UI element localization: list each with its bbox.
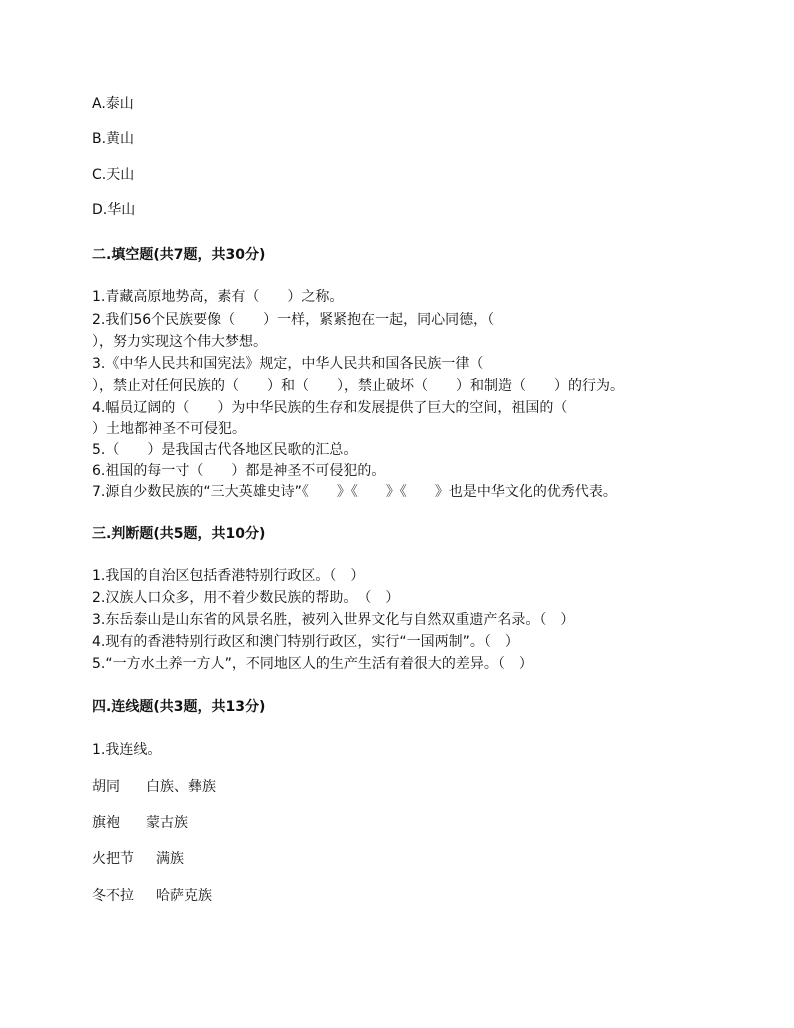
fill-blank-line: ），努力实现这个伟大梦想。: [92, 334, 267, 350]
true-false-line: 3.东岳泰山是山东省的风景名胜，被列入世界文化与自然双重遗产名录。（ ）: [92, 612, 575, 628]
true-false-line: 1.我国的自治区包括香港特别行政区。（ ）: [92, 568, 365, 584]
matching-left: 火把节: [92, 851, 134, 867]
fill-blank-line: 5.（ ）是我国古代各地区民歌的汇总。: [92, 442, 358, 458]
matching-left: 冬不拉: [92, 888, 134, 904]
fill-blank-line: ），禁止对任何民族的（ ）和（ ），禁止破坏（ ）和制造（ ）的行为。: [92, 378, 624, 394]
matching-right: 白族、彝族: [146, 779, 216, 795]
fill-blank-line: ）土地都神圣不可侵犯。: [92, 421, 246, 437]
fill-blank-line: 6.祖国的每一寸（ ）都是神圣不可侵犯的。: [92, 463, 386, 479]
fill-blank-line: 2.我们56个民族要像（ ）一样，紧紧抱在一起，同心同德，（: [92, 312, 495, 328]
matching-right: 满族: [156, 851, 184, 867]
matching-prompt: 1.我连线。: [92, 742, 162, 758]
true-false-line: 2.汉族人口众多，用不着少数民族的帮助。 （ ）: [92, 590, 400, 606]
matching-right: 蒙古族: [146, 815, 188, 831]
true-false-line: 4.现有的香港特别行政区和澳门特别行政区，实行“一国两制”。（ ）: [92, 634, 519, 650]
fill-blank-line: 3.《中华人民共和国宪法》规定，中华人民共和国各民族一律（: [92, 356, 484, 372]
option-d: D.华山: [92, 202, 136, 218]
matching-row: [92, 886, 212, 906]
true-false-line: 5.“一方水土养一方人”，不同地区人的生产生活有着很大的差异。（ ）: [92, 656, 533, 672]
section-title-true-false: 三.判断题(共5题，共10分): [92, 526, 266, 542]
section-title-matching: 四.连线题(共3题，共13分): [92, 699, 266, 715]
fill-blank-line: 7.源自少数民族的“三大英雄史诗”《 》《 》《 》也是中华文化的优秀代表。: [92, 484, 617, 500]
matching-row: [92, 849, 184, 869]
fill-blank-line: 4.幅员辽阔的（ ）为中华民族的生存和发展提供了巨大的空间，祖国的（: [92, 400, 568, 416]
matching-left: 旗袍: [92, 815, 120, 831]
matching-left: 胡同: [92, 779, 120, 795]
fill-blank-line: 1.青藏高原地势高，素有（ ）之称。: [92, 289, 344, 305]
option-c: C.天山: [92, 167, 135, 183]
matching-row: [92, 813, 188, 833]
option-a: A.泰山: [92, 96, 134, 112]
matching-row: [92, 777, 216, 797]
option-b: B.黄山: [92, 131, 135, 147]
matching-right: 哈萨克族: [156, 888, 212, 904]
section-title-fill-blank: 二.填空题(共7题，共30分): [92, 247, 266, 263]
